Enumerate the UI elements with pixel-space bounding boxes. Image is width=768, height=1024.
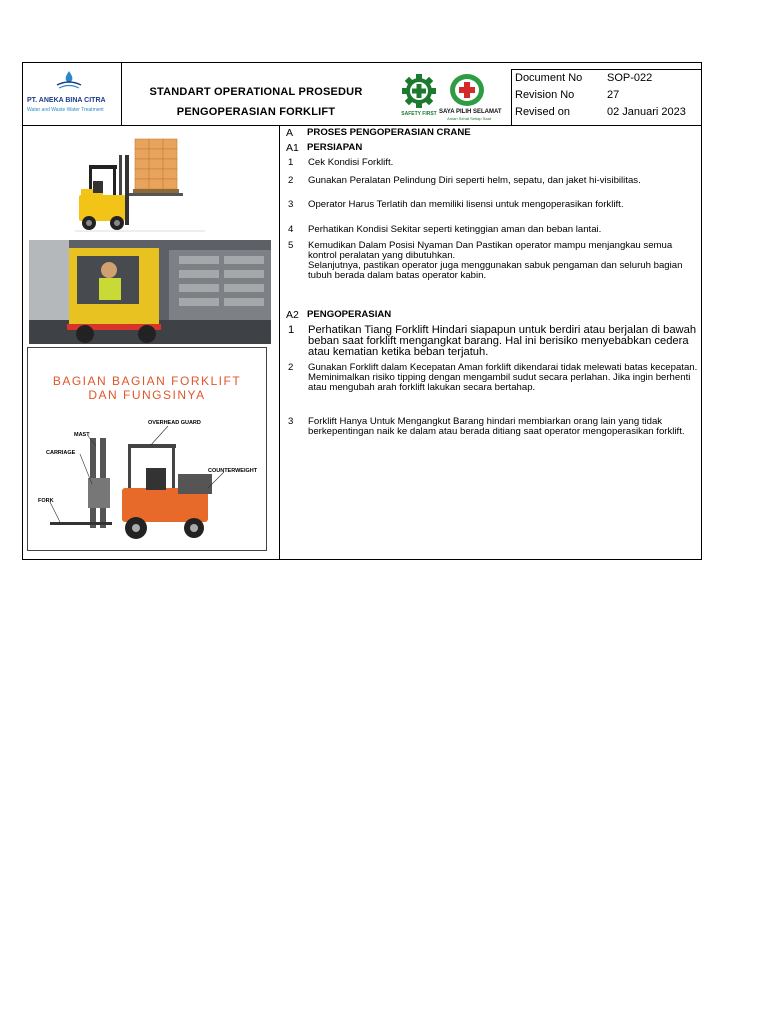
document-number-value: SOP-022 [607, 72, 653, 84]
company-logo-icon [55, 69, 83, 91]
document-title-line-2: PENGOPERASIAN FORKLIFT [176, 106, 336, 118]
list-item-number: 2 [288, 362, 294, 373]
section-a-title: PROSES PENGOPERASIAN CRANE [307, 127, 471, 138]
section-a1-title: PERSIAPAN [307, 142, 363, 153]
list-item-text-line: Kemudikan Dalam Posisi Nyaman Dan Pastikan operator mampu menjangkau semua kontrol peralatan yang dibutuhkan. [308, 240, 673, 261]
section-a2-title: PENGOPERASIAN [307, 309, 392, 320]
saya-pilih-selamat-icon [449, 73, 485, 107]
procedure-column [280, 125, 701, 559]
section-a-number: A [286, 127, 294, 139]
list-item-text [308, 241, 700, 281]
forklift-operator-warehouse-image [29, 240, 271, 344]
parts-diagram-title-line-1: BAGIAN BAGIAN FORKLIFT [52, 374, 242, 388]
parts-diagram-title-line-2: DAN FUNGSINYA [88, 388, 206, 402]
illustration-column [23, 125, 280, 559]
document-header [23, 63, 701, 126]
list-item-text: Operator Harus Terlatih dan memiliki lisensi untuk mengoperasikan forklift. [308, 199, 624, 210]
label-overhead-guard: OVERHEAD GUARD [148, 420, 201, 426]
saya-pilih-selamat-label: SAYA PILIH SELAMAT [439, 109, 502, 115]
list-item-number: 5 [288, 240, 294, 251]
label-mast: MAST [74, 432, 90, 438]
list-item-text: Gunakan Peralatan Pelindung Diri seperti helm, sepatu, dan jaket hi-visibilitas. [308, 175, 641, 186]
document-number-label: Document No [515, 72, 583, 84]
list-item-number: 3 [288, 416, 294, 427]
company-name: PT. ANEKA BINA CITRA [27, 97, 106, 104]
forklift-parts-illustration [28, 348, 266, 550]
list-item-number: 1 [288, 324, 295, 336]
list-item-number: 2 [288, 175, 294, 186]
section-a1-number: A1 [286, 142, 299, 154]
company-logo-box [23, 63, 122, 125]
list-item-text: Forklift Hanya Untuk Mengangkut Barang hindari membiarkan orang lain yang tidak berkepentingan naik ke dalam atau berada ditiang saat operator mengoperasikan forklift. [308, 416, 685, 437]
sop-document [22, 62, 702, 560]
document-info-table [511, 69, 702, 126]
safety-first-gear-icon [401, 73, 437, 109]
list-item-number: 1 [288, 157, 294, 168]
label-carriage: CARRIAGE [46, 450, 76, 456]
forklift-parts-diagram [27, 347, 267, 551]
revised-on-label: Revised on [515, 106, 571, 118]
document-number-row [512, 70, 702, 87]
list-item-text: Perhatikan Kondisi Sekitar seperti ketinggian aman dan beban lantai. [308, 224, 602, 235]
section-a2-number: A2 [286, 309, 299, 321]
company-tagline: Water and Waste Water Treatment [27, 107, 104, 113]
safety-first-label: SAFETY FIRST [401, 111, 437, 117]
forklift-with-boxes-image [75, 135, 205, 235]
list-item-text: Cek Kondisi Forklift. [308, 157, 394, 168]
revision-number-label: Revision No [515, 89, 575, 101]
safety-badges [397, 71, 507, 121]
list-item-text: Perhatikan Tiang Forklift Hindari siapapun untuk berdiri atau berjalan di bawah beban saat forklift mengangkat barang. Hal ini berisiko menyebabkan cedera atau kematian ketika beban terjatuh. [308, 324, 697, 358]
document-title-box [121, 63, 391, 125]
revision-number-row [512, 87, 702, 104]
list-item-number: 3 [288, 199, 294, 210]
revised-on-row [512, 104, 702, 121]
revised-on-value: 02 Januari 2023 [607, 106, 686, 118]
list-item-number: 4 [288, 224, 294, 235]
list-item-text: Gunakan Forklift dalam Kecepatan Aman forklift dikendarai tidak melewati batas kecepatan. Meminimalkan risiko tipping dengan mengambil sudut secara perlahan. Jika ingin berhenti atau mengubah arah forklift lakukan secara bertahap. [308, 362, 698, 393]
saya-pilih-selamat-sublabel: Aman Sehat Setiap Saat [447, 116, 491, 121]
document-title-line-1: STANDART OPERATIONAL PROSEDUR [149, 86, 363, 98]
label-counterweight: COUNTERWEIGHT [208, 468, 258, 474]
label-fork: FORK [38, 498, 54, 504]
list-item-text-line: Selanjutnya, pastikan operator juga menggunakan sabuk pengaman dan seluruh bagian tubuh berada dalam batas operator kabin. [308, 260, 683, 281]
revision-number-value: 27 [607, 89, 620, 101]
